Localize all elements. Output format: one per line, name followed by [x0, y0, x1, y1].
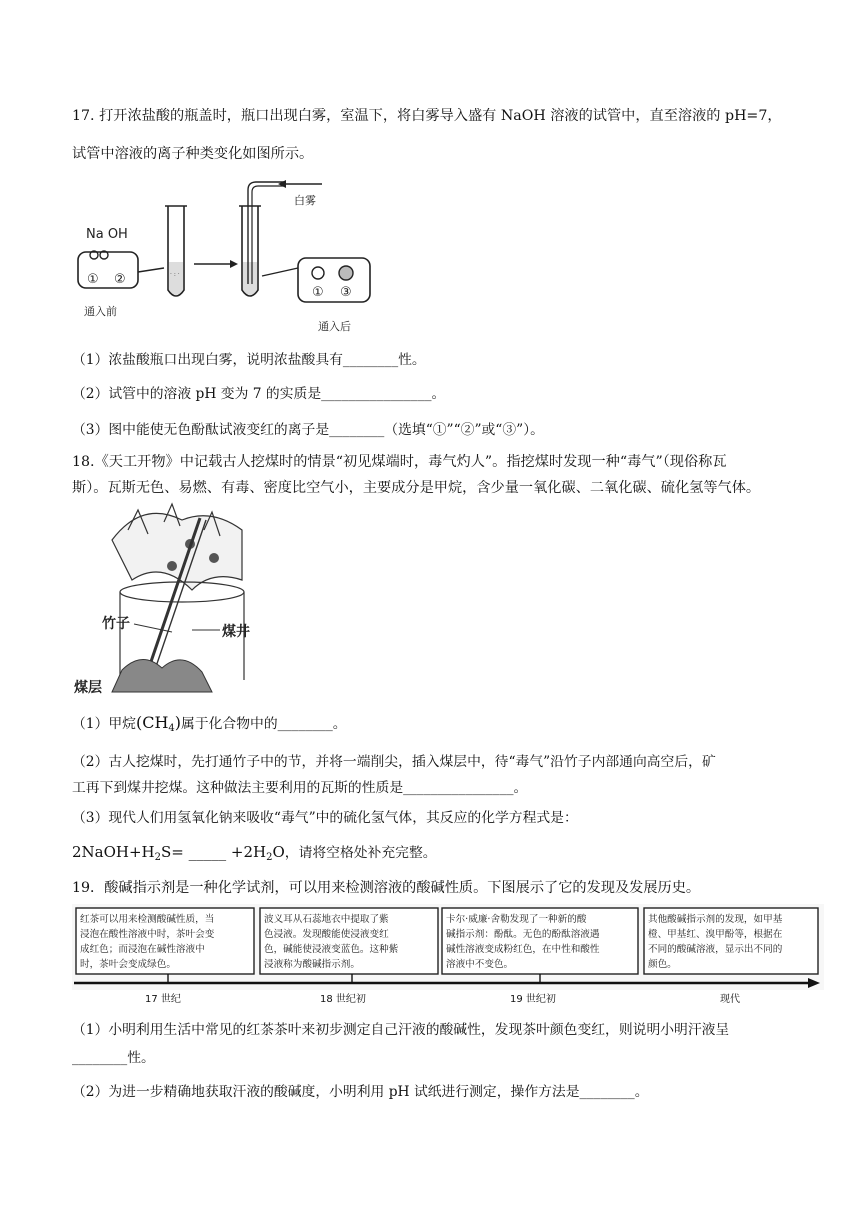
- q17-bubble-after: [298, 258, 370, 302]
- q17-ion-1-before: ①: [87, 272, 99, 287]
- q18-methane-formula: CH: [142, 713, 169, 732]
- q19-timeline: [72, 904, 824, 990]
- q19-sub2: （2）为进一步精确地获取汗液的酸碱度，小明利用 pH 试纸进行测定，操作方法是________。: [72, 1084, 649, 1100]
- q18-label-layer: 煤层: [74, 680, 102, 696]
- q19-timeline-labels: [0, 990, 860, 1010]
- q19-box-2: [260, 908, 438, 974]
- svg-text:其他酸碱指示剂的发现，如甲基: 其他酸碱指示剂的发现，如甲基: [648, 914, 783, 925]
- svg-text:浸泡在酸性溶液中时，茶叶会变: 浸泡在酸性溶液中时，茶叶会变: [80, 929, 215, 940]
- svg-text:时，茶叶会变成绿色。: 时，茶叶会变成绿色。: [80, 959, 176, 970]
- q18-eq-tail: ，请将空格处补充完整。: [284, 845, 437, 861]
- svg-text:碱指示剂：酚酞。无色的酚酞溶液遇: 碱指示剂：酚酞。无色的酚酞溶液遇: [446, 929, 600, 940]
- svg-text:溶液中不变色。: 溶液中不变色。: [446, 959, 514, 970]
- q17-sub1: （1）浓盐酸瓶口出现白雾，说明浓盐酸具有________性。: [72, 352, 426, 368]
- q17-ion-diagram: [72, 172, 372, 342]
- q18-eq-sub-a: 2: [154, 852, 162, 863]
- q18-sub3: （3）现代人们用氢氧化钠来吸收“毒气”中的硫化氢气体，其反应的化学方程式是：: [72, 810, 578, 826]
- q18-sub1-suffix: 属于化合物中的________。: [181, 716, 347, 732]
- q19-stem: 19．酸碱指示剂是一种化学试剂，可以用来检测溶液的酸碱性质。下图展示了它的发现及发展历史。: [72, 880, 701, 896]
- q19-era-19c: 19 世纪初: [510, 994, 556, 1005]
- svg-text:碱性溶液变成粉红色，在中性和酸性: 碱性溶液变成粉红色，在中性和酸性: [446, 944, 600, 955]
- q19-box-1: [76, 908, 254, 974]
- q17-ion-2-before: ②: [114, 272, 126, 287]
- svg-text:不同的酸碱溶液，显示出不同的: 不同的酸碱溶液，显示出不同的: [648, 944, 783, 955]
- q18-stem-line2: 斯）。瓦斯无色、易燃、有毒、密度比空气小，主要成分是甲烷，含少量一氧化碳、二氧化碳、硫化氢等气体。: [72, 480, 761, 496]
- q19-era-18c: 18 世纪初: [320, 994, 366, 1005]
- svg-text:波义耳从石蕊地衣中提取了紫: 波义耳从石蕊地衣中提取了紫: [264, 914, 389, 925]
- q18-label-bamboo: 竹子: [102, 616, 130, 632]
- q18-equation: [72, 842, 437, 868]
- q17-label-after: 通入后: [318, 320, 351, 333]
- q17-sub2: （2）试管中的溶液 pH 变为 7 的实质是________________。: [72, 386, 446, 402]
- q17-ion-3-after: ③: [340, 285, 352, 300]
- q18-sub1-prefix: （1）甲烷: [72, 716, 136, 732]
- q18-coal-mine-illustration: [72, 500, 252, 700]
- svg-text:成红色；而浸泡在碱性溶液中: 成红色；而浸泡在碱性溶液中: [80, 944, 205, 955]
- svg-text:色浸液。发现酸能使浸液变红: 色浸液。发现酸能使浸液变红: [264, 929, 389, 940]
- svg-text:浸液称为酸碱指示剂。: 浸液称为酸碱指示剂。: [264, 959, 360, 970]
- svg-text:红茶可以用来检测酸碱性质，当: 红茶可以用来检测酸碱性质，当: [80, 914, 215, 925]
- q17-handwriting: Na OH: [86, 227, 128, 242]
- q19-sub1-line2: ________性。: [72, 1050, 155, 1066]
- q18-eq-sub-b: 2: [266, 852, 273, 863]
- q18-eq-part-b: S= _____ +2H: [161, 843, 267, 861]
- q19-era-modern: 现代: [720, 994, 740, 1005]
- q18-label-well: 煤井: [222, 624, 250, 640]
- svg-text:· : ·: · : ·: [170, 271, 180, 278]
- q18-sub2-line2: 工再下到煤井挖煤。这种做法主要利用的瓦斯的性质是________________。: [72, 780, 528, 796]
- q19-sub1-line1: （1）小明利用生活中常见的红茶茶叶来初步测定自己汗液的酸碱性，发现茶叶颜色变红，则说明小明汗液呈: [72, 1022, 730, 1038]
- q18-sub1: （1）甲烷$(CH_4)$属于化合物中的________。: [72, 713, 347, 734]
- q18-methane-subscript: 4: [168, 723, 175, 734]
- q17-label-mist: 白雾: [294, 194, 316, 207]
- q19-box-3: [442, 908, 638, 974]
- q17-stem-line2: 试管中溶液的离子种类变化如图所示。: [72, 146, 314, 162]
- q17-sub3: （3）图中能使无色酚酞试液变红的离子是________（选填“①”“②”或“③”）。: [72, 422, 544, 438]
- svg-text:颜色。: 颜色。: [648, 959, 677, 970]
- q18-eq-part-a: 2NaOH+H: [72, 843, 155, 861]
- q18-stem-line1: 18.《天工开物》中记载古人挖煤时的情景“初见煤端时，毒气灼人”。指挖煤时发现一种“毒气”（现俗称瓦: [72, 454, 727, 470]
- q18-sub2-line1: （2）古人挖煤时，先打通竹子中的节，并将一端削尖，插入煤层中，待“毒气”沿竹子内部通向高空后，矿: [72, 754, 716, 770]
- q17-label-before: 通入前: [84, 305, 117, 318]
- q17-ion-1-after: ①: [312, 285, 324, 300]
- q19-era-17c: 17 世纪: [145, 994, 181, 1005]
- svg-text:色，碱能使浸液变蓝色。这种紫: 色，碱能使浸液变蓝色。这种紫: [264, 944, 399, 955]
- q17-stem-line1: 17. 打开浓盐酸的瓶盖时，瓶口出现白雾，室温下，将白雾导入盛有 NaOH 溶液的试管中，直至溶液的 pH=7，: [72, 108, 782, 124]
- svg-text:橙、甲基红、溴甲酚等，根据在: 橙、甲基红、溴甲酚等，根据在: [648, 929, 783, 940]
- svg-text:卡尔·威廉·舍勒发现了一种新的酸: 卡尔·威廉·舍勒发现了一种新的酸: [446, 914, 587, 925]
- q18-eq-part-c: O: [272, 843, 285, 861]
- q19-box-4: [644, 908, 818, 974]
